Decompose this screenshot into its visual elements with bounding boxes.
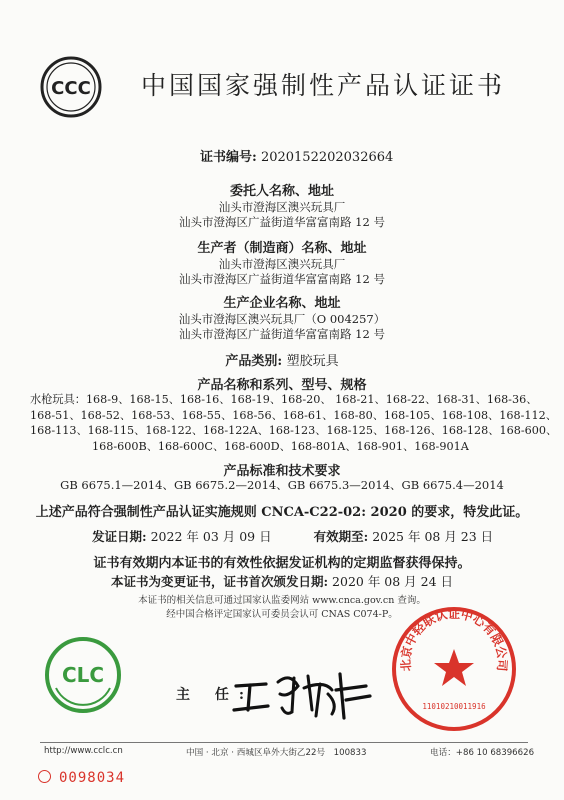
product-models-list [30, 392, 558, 454]
factory-address: 汕头市澄海区广益街道华富富南路 12 号 [179, 327, 385, 341]
product-category [0, 350, 564, 369]
change-statement [0, 572, 564, 590]
svg-text:CLC: CLC [61, 663, 105, 687]
applicant-address: 汕头市澄海区广益街道华富富南路 12 号 [179, 215, 385, 229]
product-models-line: 168-51、168-52、168-53、168-55、168-56、168-61、168-80、168-105、168-108、168-112、 [30, 408, 557, 422]
product-models-heading: 产品名称和系列、型号、规格 [197, 378, 367, 393]
svg-text:CCC: CCC [51, 78, 91, 99]
certificate-number-value: 2020152202032664 [260, 150, 394, 165]
footer-phone: 电话：+86 10 68396626 [430, 748, 535, 758]
query-note: 本证书的相关信息可通过国家认监委网站 www.cnca.gov.cn 查询。 [138, 595, 426, 606]
certificate-title: 中国国家强制性产品认证证书 [140, 71, 505, 100]
certificate-number [200, 146, 393, 165]
product-models-line: 168-600B、168-600C、168-600D、168-801A、168-901、168-901A [92, 439, 469, 453]
certificate-number-label: 证书编号: [200, 150, 257, 165]
certificate-dates [92, 527, 493, 545]
svg-text:北京中轻联认证中心有限公司: 北京中轻联认证中心有限公司 [398, 606, 510, 672]
product-models-line: 水枪玩具：168-9、168-15、168-16、168-19、168-20、 168-21、168-22、168-31、168-36、 [30, 393, 538, 406]
applicant-heading: 委托人名称、地址 [229, 184, 334, 199]
footer-address: 中国 · 北京 · 西城区阜外大街乙22号 100833 [186, 748, 367, 758]
footer-divider [40, 742, 528, 743]
serial-number [38, 770, 125, 786]
applicant-name: 汕头市澄海区澳兴玩具厂 [218, 200, 346, 214]
director-signature [228, 664, 376, 724]
manufacturer-name: 汕头市澄海区澳兴玩具厂 [218, 257, 346, 271]
factory-name: 汕头市澄海区澳兴玩具厂（O 004257） [178, 312, 386, 326]
product-models-line: 168-113、168-115、168-122、168-122A、168-123、168-125、168-126、168-128、168-600、 [30, 424, 558, 437]
footer-website[interactable]: http://www.cclc.cn [44, 746, 123, 756]
manufacturer-address: 汕头市澄海区广益街道华富富南路 12 号 [179, 272, 385, 286]
issue-date-value: 2022 年 03 月 09 日 [150, 529, 272, 544]
svg-text:11010210011916: 11010210011916 [422, 702, 486, 711]
certification-seal [390, 605, 518, 733]
expiry-date-value: 2025 年 08 月 23 日 [372, 529, 494, 544]
director-label: 主 任: [176, 687, 255, 703]
clc-logo-icon [44, 636, 122, 714]
standards-value: GB 6675.1—2014、GB 6675.2—2014、GB 6675.3—2014、GB 6675.4—2014 [60, 478, 504, 492]
serial-circle-icon [38, 770, 51, 783]
accreditation-note: 经中国合格评定国家认可委员会认可 CNAS C074-P。 [166, 609, 398, 620]
rule-statement: 上述产品符合强制性产品认证实施规则 CNCA-C22-02: 2020 的要求，特发此证。 [35, 505, 529, 520]
issue-date-label: 发证日期: [92, 529, 147, 544]
factory-heading: 生产企业名称、地址 [223, 296, 341, 311]
validity-statement: 证书有效期内本证书的有效性依据发证机构的定期监督获得保持。 [93, 556, 471, 571]
first-issue-date: 2020 年 08 月 24 日 [332, 574, 454, 589]
product-category-label: 产品类别: [225, 354, 283, 369]
manufacturer-heading: 生产者（制造商）名称、地址 [197, 241, 367, 256]
ccc-logo-icon [40, 56, 102, 118]
standards-heading: 产品标准和技术要求 [223, 464, 341, 479]
change-statement-label: 本证书为变更证书，证书首次颁发日期: [110, 574, 329, 589]
serial-number-value: 0098034 [59, 770, 126, 786]
expiry-date-label: 有效期至: [313, 529, 369, 544]
product-category-value: 塑胶玩具 [286, 354, 339, 369]
